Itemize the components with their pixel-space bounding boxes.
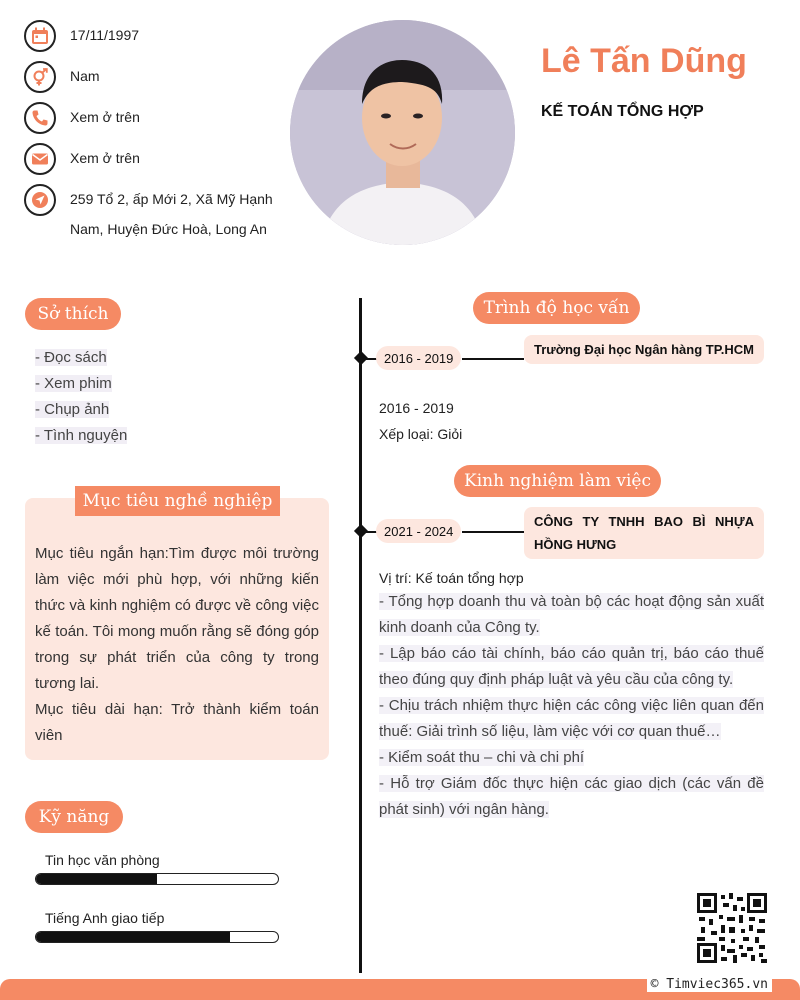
email-icon (24, 143, 56, 175)
contact-birthday (24, 20, 294, 52)
list-item: - Chụp ảnh (35, 401, 110, 418)
experience-company: CÔNG TY TNHH BAO BÌ NHỰA HỒNG HƯNG (524, 507, 764, 559)
skill-bar-fill (36, 932, 230, 942)
list-item: - Tổng hợp doanh thu và toàn bộ các hoạt động sản xuất kinh doanh của Công ty. (379, 593, 764, 636)
copyright-text: © Timviec365.vn (647, 977, 772, 992)
career-goal-text (35, 541, 319, 749)
list-item: - Xem phim (35, 375, 112, 392)
skill-name: Tin học văn phòng (45, 852, 160, 868)
candidate-job-title: KẾ TOÁN TỔNG HỢP (541, 103, 704, 120)
experience-position: Vị trí: Kế toán tổng hợp (379, 570, 524, 586)
avatar (290, 20, 515, 245)
skills-heading: Kỹ năng (25, 801, 123, 833)
email-text: Xem ở trên (70, 150, 140, 166)
contact-gender (24, 61, 294, 93)
address-text (70, 184, 273, 244)
list-item: - Hỗ trợ Giám đốc thực hiện các giao dịch (các vấn đề phát sinh) với ngân hàng. (379, 775, 764, 818)
gender-text: Nam (70, 68, 100, 84)
phone-text: Xem ở trên (70, 109, 140, 125)
skill-bar (35, 931, 279, 943)
timeline-connector (462, 531, 524, 533)
skill-bar-fill (36, 874, 157, 884)
career-short-term: Mục tiêu ngắn hạn:Tìm được môi trường làm việc mới phù hợp, với những kiến thức và kinh nghiệm có được về công việc kế toán. Tôi mong muốn rằng sẽ đóng góp trong sự phát triển của công ty trong tương lai. (35, 545, 319, 692)
skill-bar (35, 873, 279, 885)
contact-list (24, 20, 294, 253)
experience-heading: Kinh nghiệm làm việc (454, 465, 661, 497)
skill-name: Tiếng Anh giao tiếp (45, 910, 165, 926)
birthday-text: 17/11/1997 (70, 27, 140, 43)
contact-phone (24, 102, 294, 134)
education-school: Trường Đại học Ngân hàng TP.HCM (524, 335, 764, 364)
list-item: - Kiểm soát thu – chi và chi phí (379, 749, 585, 766)
career-long-term: Mục tiêu dài hạn: Trở thành kiểm toán viên (35, 701, 319, 744)
experience-detail (379, 567, 764, 823)
education-grade: Xếp loại: Giỏi (379, 426, 463, 442)
qr-code-icon (697, 893, 767, 963)
contact-email (24, 143, 294, 175)
gender-icon (24, 61, 56, 93)
address-line-2: Nam, Huyện Đức Hoà, Long An (70, 221, 267, 237)
hobbies-heading: Sở thích (25, 298, 121, 330)
address-line-1: 259 Tổ 2, ấp Mới 2, Xã Mỹ Hạnh (70, 191, 273, 207)
education-detail (379, 395, 462, 447)
list-item: - Đọc sách (35, 349, 107, 366)
timeline-connector (462, 358, 524, 360)
education-detail-period: 2016 - 2019 (379, 400, 454, 416)
timeline-line (359, 298, 362, 973)
candidate-name: Lê Tấn Dũng (541, 42, 747, 80)
career-goal-heading: Mục tiêu nghề nghiệp (75, 486, 280, 516)
phone-icon (24, 102, 56, 134)
location-icon (24, 184, 56, 216)
experience-period: 2021 - 2024 (376, 519, 461, 543)
list-item: - Chịu trách nhiệm thực hiện các công việc liên quan đến thuế: Giải trình số liệu, làm việc với cơ quan thuế… (379, 697, 764, 740)
list-item: - Lập báo cáo tài chính, báo cáo quản trị, báo cáo thuế theo đúng quy định pháp luật và yêu cầu của công ty. (379, 645, 764, 688)
education-period: 2016 - 2019 (376, 346, 461, 370)
calendar-icon (24, 20, 56, 52)
contact-address (24, 184, 294, 244)
hobbies-list (35, 345, 127, 449)
list-item: - Tình nguyện (35, 427, 128, 444)
education-heading: Trình độ học vấn (473, 292, 640, 324)
